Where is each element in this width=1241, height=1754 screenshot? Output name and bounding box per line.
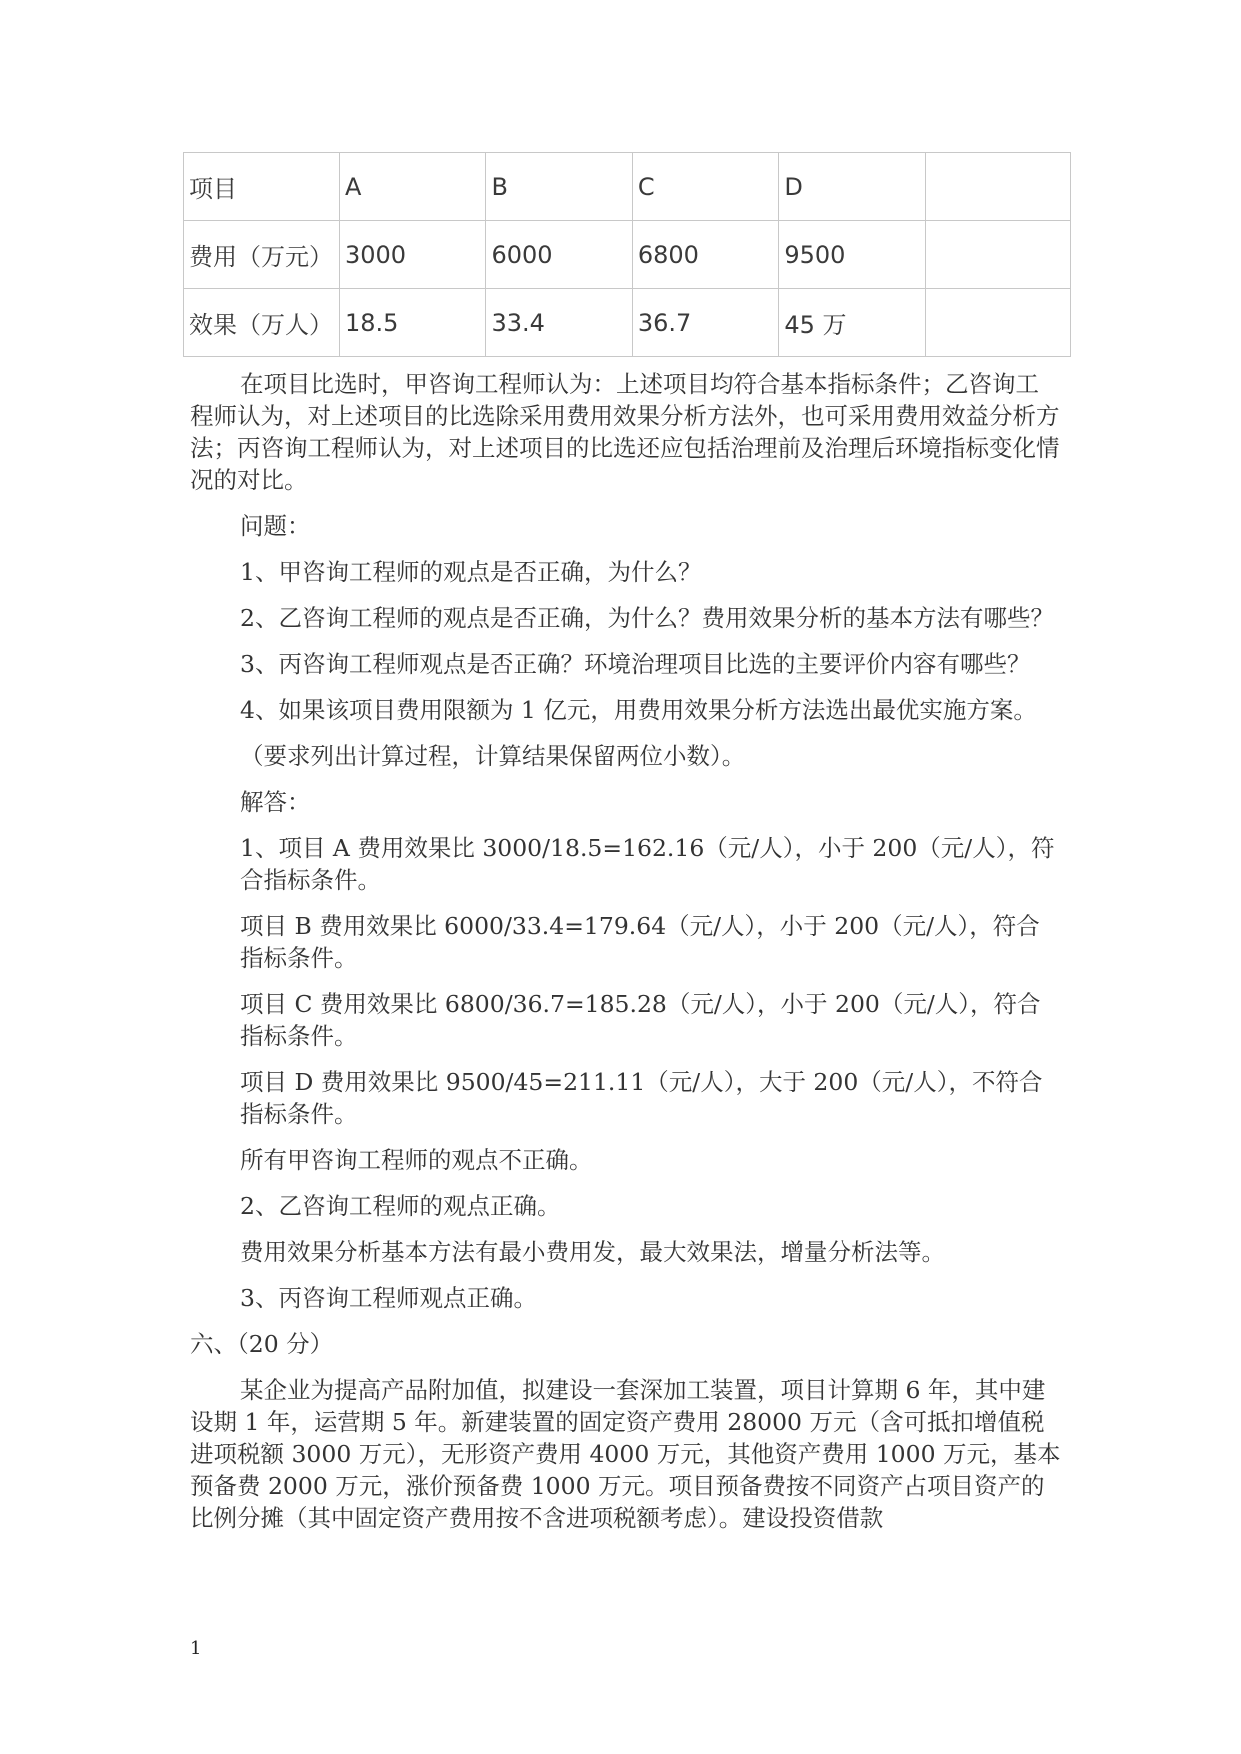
document-body: [190, 368, 1062, 1548]
question-4: 4、如果该项目费用限额为 1 亿元，用费用效果分析方法选出最优实施方案。: [240, 696, 1037, 724]
table-cell: [925, 289, 1070, 357]
answer-1a: 1、项目 A 费用效果比 3000/18.5=162.16（元/人），小于 200（元/人），符合指标条件。: [240, 834, 1055, 894]
question-4-note: （要求列出计算过程，计算结果保留两位小数）。: [240, 742, 746, 770]
table-cell: 9500: [779, 221, 925, 289]
question-1: 1、甲咨询工程师的观点是否正确，为什么？: [240, 558, 702, 586]
section-6-body: 某企业为提高产品附加值，拟建设一套深加工装置，项目计算期 6 年，其中建设期 1 年，运营期 5 年。新建装置的固定资产费用 28000 万元（含可抵扣增值税进项税额 3000 万元），无形资产费用 4000 万元，其他资产费用 1000 万元，基本预备费 2000 万元，涨价预备费 1000 万元。项目预备费按不同资产占项目资产的比例分摊（其中固定资产费用按不含进项税额考虑）。建设投资借款: [190, 1376, 1061, 1532]
table-cell: [925, 221, 1070, 289]
paragraph-opinions: 在项目比选时，甲咨询工程师认为：上述项目均符合基本指标条件；乙咨询工程师认为，对上述项目的比选除采用费用效果分析方法外，也可采用费用效益分析方法；丙咨询工程师认为，对上述项目的比选还应包括治理前及治理后环境指标变化情况的对比。: [190, 370, 1060, 494]
table-cell: 费用（万元）: [184, 221, 340, 289]
table-cell: [925, 153, 1070, 221]
answer-2-methods: 费用效果分析基本方法有最小费用发，最大效果法，增量分析法等。: [240, 1238, 945, 1266]
answer-1b: 项目 B 费用效果比 6000/33.4=179.64（元/人），小于 200（元/人），符合指标条件。: [240, 912, 1040, 972]
table-row: [184, 153, 1071, 221]
answers-heading: 解答：: [240, 788, 311, 816]
table-row: [184, 221, 1071, 289]
page-number: 1: [190, 1638, 202, 1659]
answer-1-conclusion: 所有甲咨询工程师的观点不正确。: [240, 1146, 593, 1174]
table-cell: 3000: [340, 221, 486, 289]
question-2: 2、乙咨询工程师的观点是否正确，为什么？费用效果分析的基本方法有哪些？: [240, 604, 1054, 632]
table-cell: C: [632, 153, 778, 221]
table-cell: 6000: [486, 221, 632, 289]
table-cell: 效果（万人）: [184, 289, 340, 357]
answer-1d: 项目 D 费用效果比 9500/45=211.11（元/人），大于 200（元/人），不符合指标条件。: [240, 1068, 1043, 1128]
section-6-heading: 六、（20 分）: [190, 1330, 334, 1358]
table-cell: 18.5: [340, 289, 486, 357]
answer-3: 3、丙咨询工程师观点正确。: [240, 1284, 537, 1312]
table-cell: 6800: [632, 221, 778, 289]
table-cell: A: [340, 153, 486, 221]
cost-effect-table: [183, 152, 1071, 357]
table-cell: 45 万: [779, 289, 925, 357]
table-cell: B: [486, 153, 632, 221]
table-cell: 33.4: [486, 289, 632, 357]
table-cell: 36.7: [632, 289, 778, 357]
question-3: 3、丙咨询工程师观点是否正确？环境治理项目比选的主要评价内容有哪些？: [240, 650, 1031, 678]
table-cell: D: [779, 153, 925, 221]
table-cell: 项目: [184, 153, 340, 221]
answer-1c: 项目 C 费用效果比 6800/36.7=185.28（元/人），小于 200（元/人），符合指标条件。: [240, 990, 1041, 1050]
table-row: [184, 289, 1071, 357]
questions-heading: 问题：: [240, 512, 311, 540]
answer-2: 2、乙咨询工程师的观点正确。: [240, 1192, 561, 1220]
